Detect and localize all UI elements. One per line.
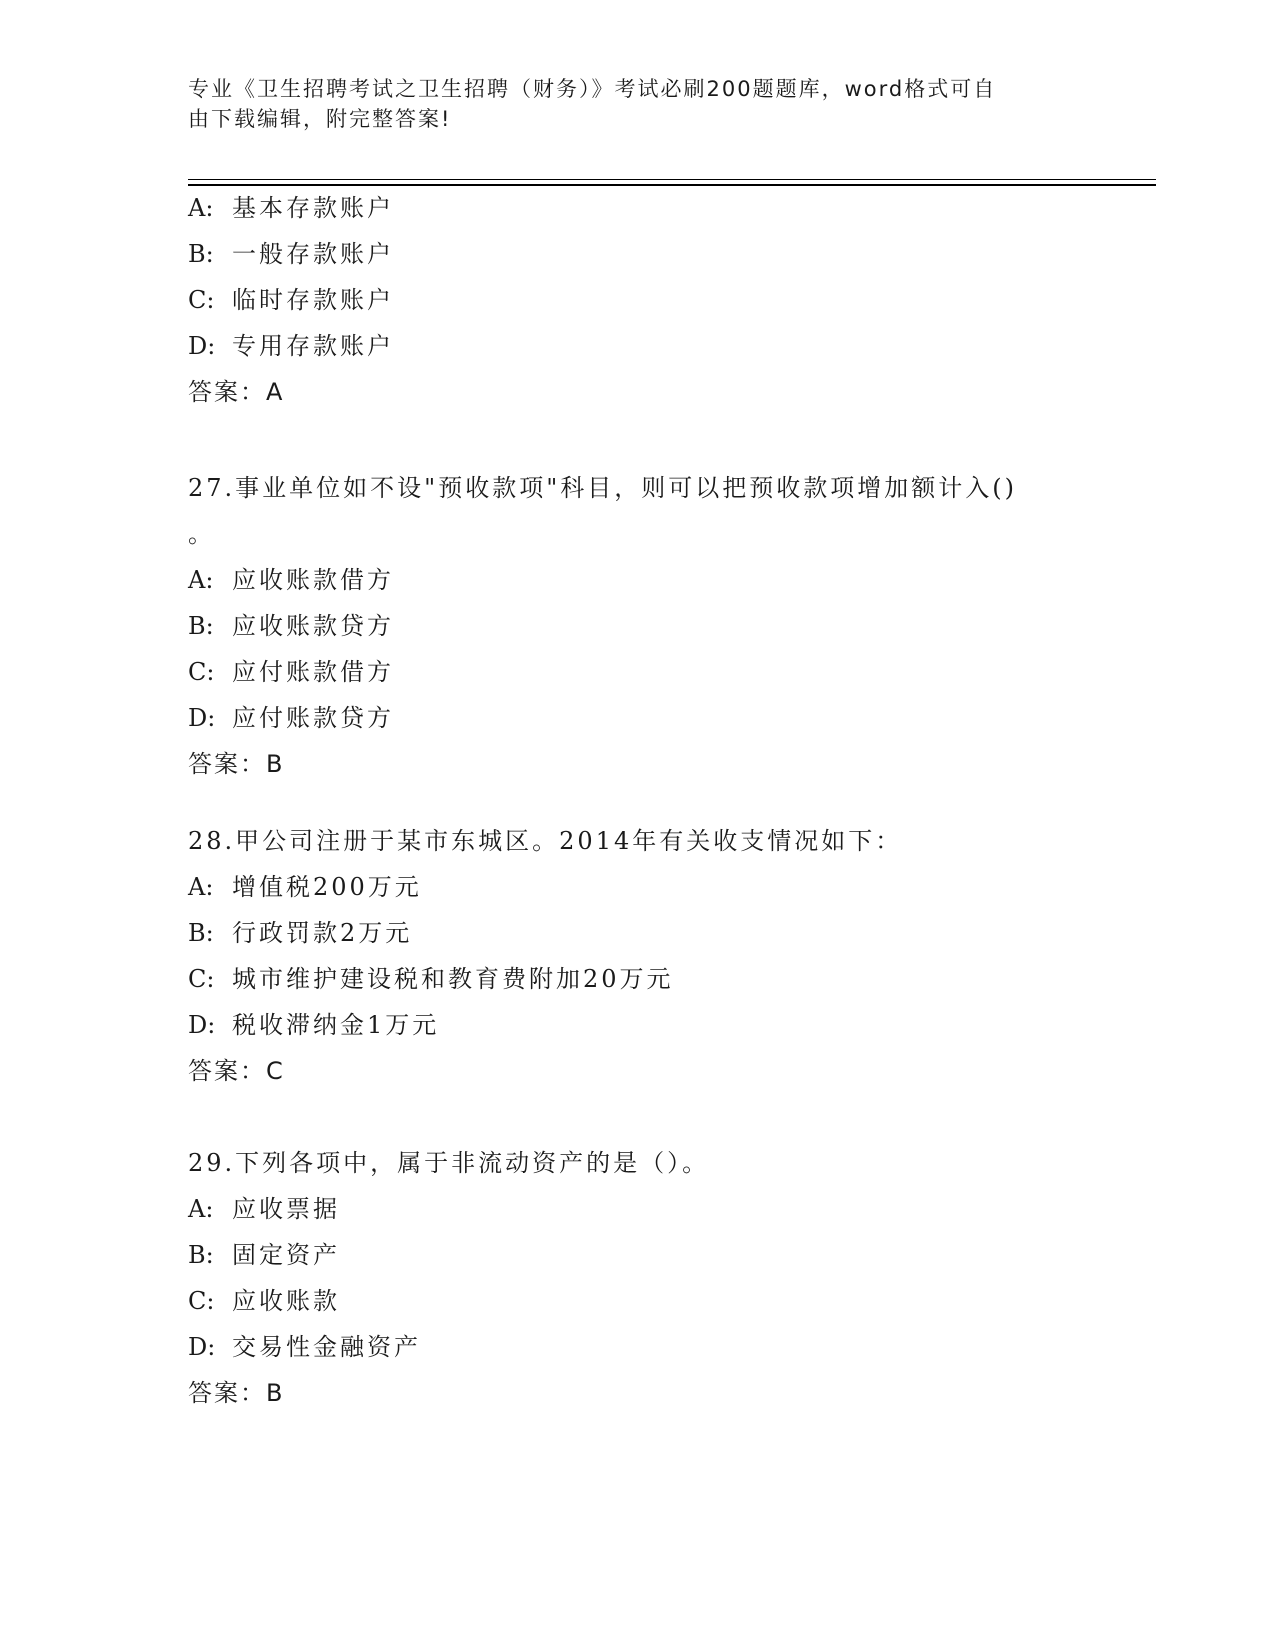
- option-c: C: 临时存款账户: [188, 286, 394, 314]
- option-text: 交易性金融资产: [232, 1333, 421, 1361]
- option-text: 应收票据: [232, 1195, 340, 1223]
- option-text: 应收账款: [232, 1287, 340, 1315]
- option-b: B: 固定资产: [188, 1241, 340, 1269]
- option-text: 行政罚款2万元: [232, 919, 413, 947]
- option-text: 专用存款账户: [232, 332, 394, 360]
- question-stem: 27.事业单位如不设"预收款项"科目，则可以把预收款项增加额计入(): [188, 474, 1017, 502]
- option-text: 增值税200万元: [232, 873, 422, 901]
- option-a: A: 基本存款账户: [188, 194, 394, 222]
- option-c: C: 应收账款: [188, 1287, 340, 1315]
- option-text: 应收账款借方: [232, 566, 394, 594]
- question-27: [188, 465, 1088, 787]
- option-b: B: 一般存款账户: [188, 240, 394, 268]
- option-d: D: 税收滞纳金1万元: [188, 1011, 440, 1039]
- option-b: B: 行政罚款2万元: [188, 919, 413, 947]
- answer-line: 答案：B: [188, 1379, 285, 1407]
- question-26: [188, 185, 1088, 415]
- option-c: C: 应付账款借方: [188, 658, 394, 686]
- option-a: A: 应收票据: [188, 1195, 340, 1223]
- option-b: B: 应收账款贷方: [188, 612, 394, 640]
- question-29: [188, 1140, 1088, 1416]
- option-text: 税收滞纳金1万元: [232, 1011, 440, 1039]
- answer-line: 答案：B: [188, 750, 285, 778]
- question-28: [188, 818, 1088, 1094]
- header-divider-thin: [188, 179, 1156, 180]
- option-text: 应付账款借方: [232, 658, 394, 686]
- answer-line: 答案：A: [188, 378, 285, 406]
- option-text: 固定资产: [232, 1241, 340, 1269]
- option-d: D: 应付账款贷方: [188, 704, 394, 732]
- header-line-1: 专业《卫生招聘考试之卫生招聘（财务）》考试必刷200题题库，word格式可自: [188, 77, 997, 101]
- answer-line: 答案：C: [188, 1057, 285, 1085]
- option-text: 一般存款账户: [232, 240, 394, 268]
- question-stem-continued: 。: [188, 520, 215, 548]
- option-d: D: 专用存款账户: [188, 332, 394, 360]
- question-stem: 29.下列各项中，属于非流动资产的是（）。: [188, 1149, 710, 1177]
- document-header: [188, 74, 1068, 134]
- option-text: 城市维护建设税和教育费附加20万元: [232, 965, 674, 993]
- option-text: 应收账款贷方: [232, 612, 394, 640]
- option-text: 基本存款账户: [232, 194, 394, 222]
- option-a: A: 应收账款借方: [188, 566, 394, 594]
- option-d: D: 交易性金融资产: [188, 1333, 421, 1361]
- option-c: C: 城市维护建设税和教育费附加20万元: [188, 965, 674, 993]
- option-a: A: 增值税200万元: [188, 873, 422, 901]
- question-stem: 28.甲公司注册于某市东城区。2014年有关收支情况如下：: [188, 827, 903, 855]
- header-line-2: 由下载编辑，附完整答案!: [188, 107, 452, 131]
- option-text: 应付账款贷方: [232, 704, 394, 732]
- option-text: 临时存款账户: [232, 286, 394, 314]
